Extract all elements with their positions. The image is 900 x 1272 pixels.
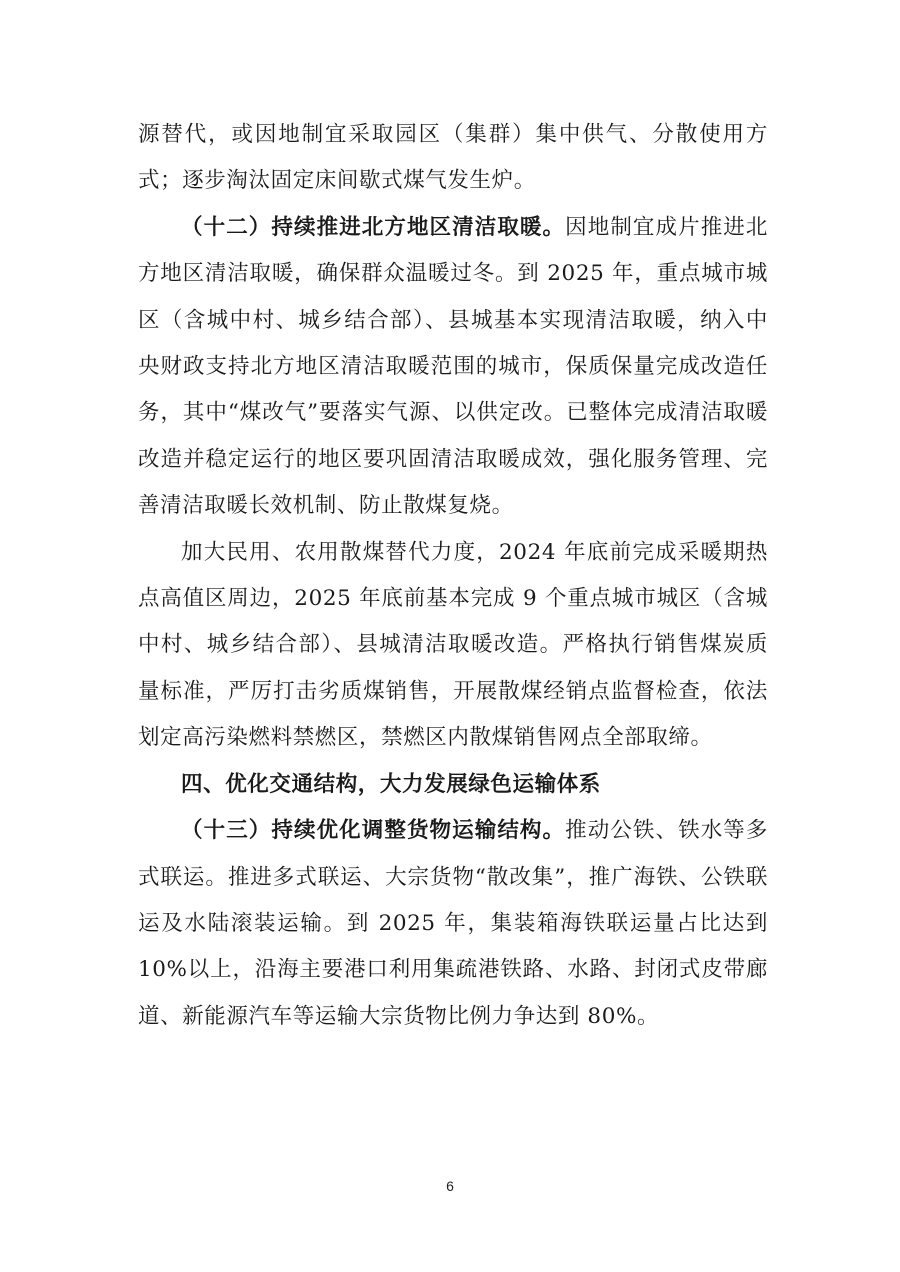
paragraph-text: 源替代，或因地制宜采取园区（集群）集中供气、分散使用方式；逐步淘汰固定床间歇式煤气发生炉。 <box>138 122 768 194</box>
document-body <box>138 112 768 1040</box>
section-heading-four: 四、优化交通结构，大力发展绿色运输体系 <box>181 771 601 797</box>
paragraph-loose-coal <box>138 530 768 762</box>
paragraph-section-12 <box>138 205 768 530</box>
section-13-lead-title: （十三）持续优化调整货物运输结构。 <box>181 818 566 844</box>
paragraph-text: 推动公铁、铁水等多式联运。推进多式联运、大宗货物“散改集”，推广海铁、公铁联运及水陆滚装运输。到 2025 年，集装箱海铁联运量占比达到 10%以上，沿海主要港口利用集疏港铁路、水路、封闭式皮带廊道、新能源汽车等运输大宗货物比例力争达到 80%。 <box>138 818 769 1029</box>
paragraph-section-13 <box>138 808 768 1040</box>
paragraph-text: 加大民用、农用散煤替代力度，2024 年底前完成采暖期热点高值区周边，2025 年底前基本完成 9 个重点城市城区（含城中村、城乡结合部）、县城清洁取暖改造。严格执行销售煤炭质量标准，严厉打击劣质煤销售，开展散煤经销点监督检查，依法划定高污染燃料禁燃区，禁燃区内散煤销售网点全部取缔。 <box>138 539 768 751</box>
section-12-lead-title: （十二）持续推进北方地区清洁取暖。 <box>181 214 566 240</box>
paragraph-continuation <box>138 112 768 205</box>
paragraph-text: 因地制宜成片推进北方地区清洁取暖，确保群众温暖过冬。到 2025 年，重点城市城区（含城中村、城乡结合部）、县城基本实现清洁取暖，纳入中央财政支持北方地区清洁取暖范围的城市，保质保量完成改造任务，其中“煤改气”要落实气源、以供定改。已整体完成清洁取暖改造并稳定运行的地区要巩固清洁取暖成效，强化服务管理、完善清洁取暖长效机制、防止散煤复烧。 <box>138 214 769 519</box>
page-number: 6 <box>446 1178 454 1194</box>
